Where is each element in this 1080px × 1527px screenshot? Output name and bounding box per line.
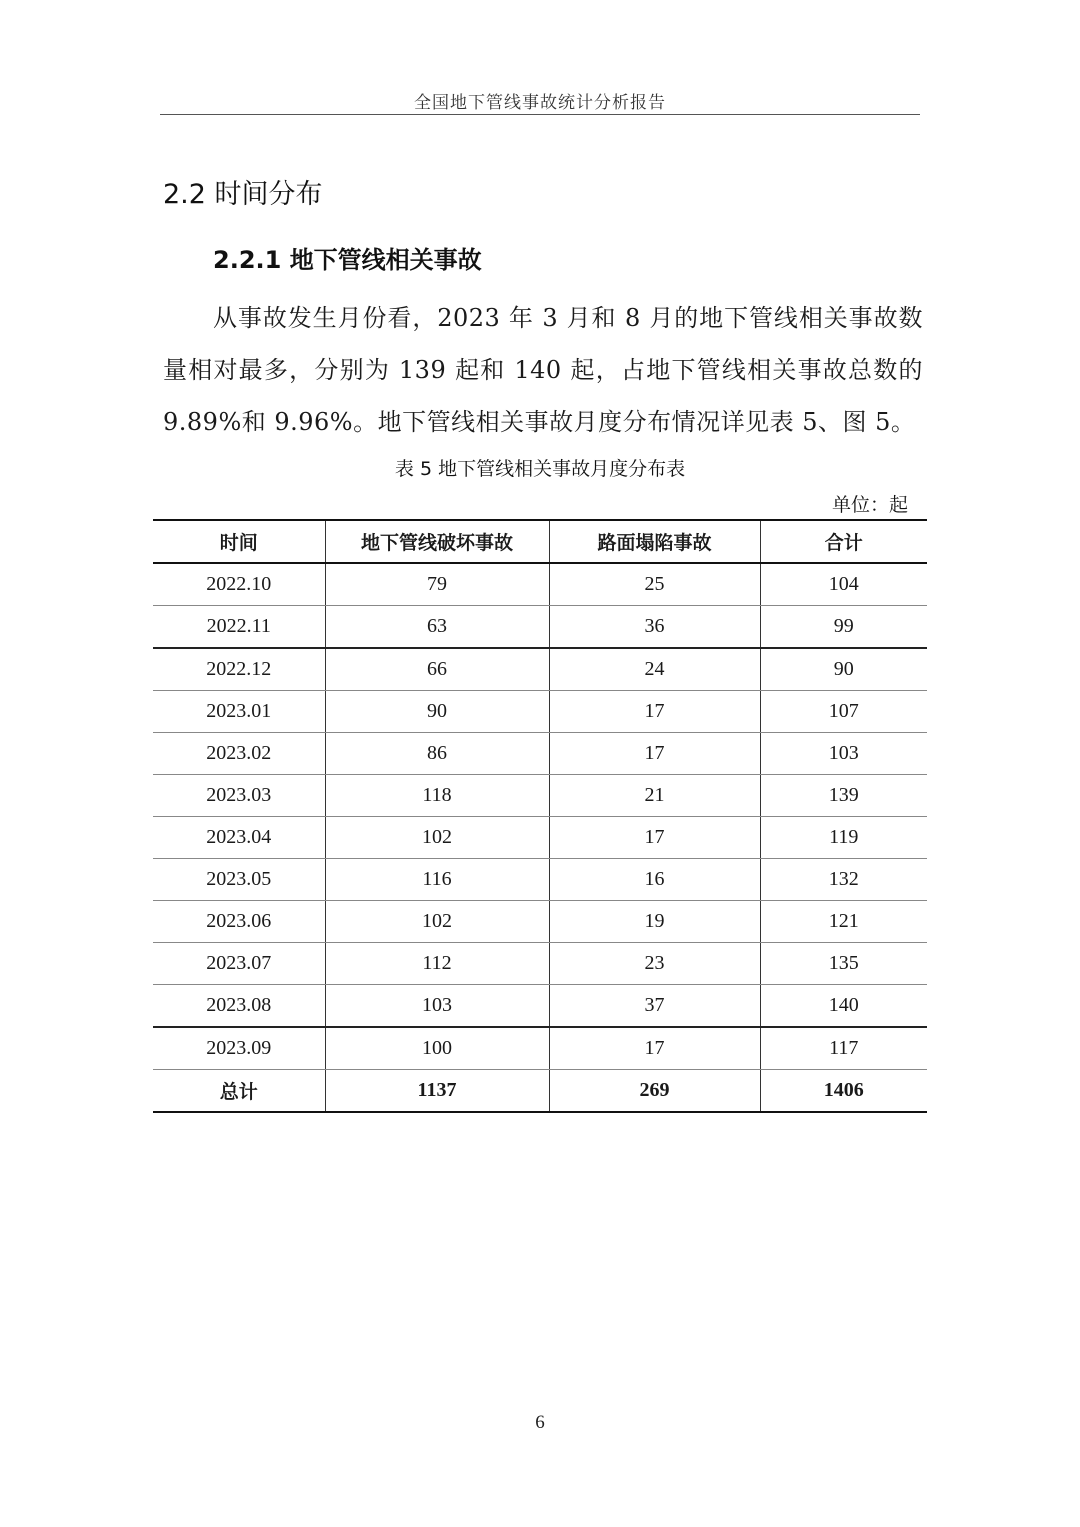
cell-pipeline-damage: 102 xyxy=(325,901,549,943)
subsection-title: 2.2.1 地下管线相关事故 xyxy=(213,246,482,274)
cell-pipeline-damage: 112 xyxy=(325,943,549,985)
column-header-road-collapse: 路面塌陷事故 xyxy=(549,520,760,563)
cell-road-collapse: 17 xyxy=(549,1027,760,1070)
table-row xyxy=(153,775,927,817)
cell-total: 103 xyxy=(760,733,927,775)
table-row xyxy=(153,943,927,985)
cell-total: 119 xyxy=(760,817,927,859)
cell-road-collapse: 17 xyxy=(549,733,760,775)
cell-total: 104 xyxy=(760,563,927,606)
monthly-distribution-table xyxy=(153,519,927,1113)
cell-total: 121 xyxy=(760,901,927,943)
table-row xyxy=(153,901,927,943)
cell-road-collapse: 16 xyxy=(549,859,760,901)
cell-time: 2023.09 xyxy=(153,1027,325,1070)
total-cell-road-collapse: 269 xyxy=(549,1070,760,1113)
cell-total: 107 xyxy=(760,691,927,733)
cell-pipeline-damage: 100 xyxy=(325,1027,549,1070)
cell-total: 117 xyxy=(760,1027,927,1070)
cell-road-collapse: 17 xyxy=(549,691,760,733)
table-row xyxy=(153,985,927,1028)
cell-time: 2023.02 xyxy=(153,733,325,775)
cell-pipeline-damage: 118 xyxy=(325,775,549,817)
cell-time: 2023.01 xyxy=(153,691,325,733)
table-row xyxy=(153,606,927,649)
cell-total: 139 xyxy=(760,775,927,817)
total-cell-time: 总计 xyxy=(153,1070,325,1113)
column-header-pipeline-damage: 地下管线破坏事故 xyxy=(325,520,549,563)
cell-pipeline-damage: 79 xyxy=(325,563,549,606)
cell-time: 2023.08 xyxy=(153,985,325,1028)
cell-time: 2023.07 xyxy=(153,943,325,985)
cell-pipeline-damage: 86 xyxy=(325,733,549,775)
cell-road-collapse: 37 xyxy=(549,985,760,1028)
cell-total: 132 xyxy=(760,859,927,901)
cell-total: 135 xyxy=(760,943,927,985)
cell-time: 2022.12 xyxy=(153,648,325,691)
cell-road-collapse: 23 xyxy=(549,943,760,985)
section-title: 2.2 时间分布 xyxy=(163,179,323,210)
running-header: 全国地下管线事故统计分析报告 xyxy=(414,93,666,113)
body-paragraph: 从事故发生月份看，2023 年 3 月和 8 月的地下管线相关事故数量相对最多，分别为 139 起和 140 起，占地下管线相关事故总数的 9.89%和 9.96%。地下管线相关事故月度分布情况详见表 5、图 5。 xyxy=(163,304,923,436)
table-row xyxy=(153,691,927,733)
table-row xyxy=(153,817,927,859)
cell-pipeline-damage: 90 xyxy=(325,691,549,733)
cell-pipeline-damage: 116 xyxy=(325,859,549,901)
header-rule xyxy=(160,114,920,115)
cell-road-collapse: 17 xyxy=(549,817,760,859)
cell-pipeline-damage: 66 xyxy=(325,648,549,691)
cell-time: 2023.06 xyxy=(153,901,325,943)
total-cell-pipeline-damage: 1137 xyxy=(325,1070,549,1113)
table-body xyxy=(153,563,927,1112)
cell-time: 2022.10 xyxy=(153,563,325,606)
table-row xyxy=(153,648,927,691)
cell-total: 90 xyxy=(760,648,927,691)
table-total-row xyxy=(153,1070,927,1113)
cell-pipeline-damage: 63 xyxy=(325,606,549,649)
table-unit-label: 单位：起 xyxy=(831,494,908,516)
table-row xyxy=(153,1027,927,1070)
column-header-time: 时间 xyxy=(153,520,325,563)
column-header-total: 合计 xyxy=(760,520,927,563)
table-header-row xyxy=(153,520,927,563)
cell-time: 2023.05 xyxy=(153,859,325,901)
table-row xyxy=(153,563,927,606)
cell-road-collapse: 21 xyxy=(549,775,760,817)
table-row xyxy=(153,733,927,775)
cell-total: 140 xyxy=(760,985,927,1028)
table-caption: 表 5 地下管线相关事故月度分布表 xyxy=(394,458,686,480)
page-number: 6 xyxy=(535,1412,545,1433)
table-row xyxy=(153,859,927,901)
cell-road-collapse: 36 xyxy=(549,606,760,649)
cell-pipeline-damage: 102 xyxy=(325,817,549,859)
cell-road-collapse: 24 xyxy=(549,648,760,691)
cell-road-collapse: 19 xyxy=(549,901,760,943)
cell-total: 99 xyxy=(760,606,927,649)
cell-time: 2023.04 xyxy=(153,817,325,859)
cell-pipeline-damage: 103 xyxy=(325,985,549,1028)
cell-time: 2023.03 xyxy=(153,775,325,817)
total-cell-total: 1406 xyxy=(760,1070,927,1113)
cell-time: 2022.11 xyxy=(153,606,325,649)
cell-road-collapse: 25 xyxy=(549,563,760,606)
